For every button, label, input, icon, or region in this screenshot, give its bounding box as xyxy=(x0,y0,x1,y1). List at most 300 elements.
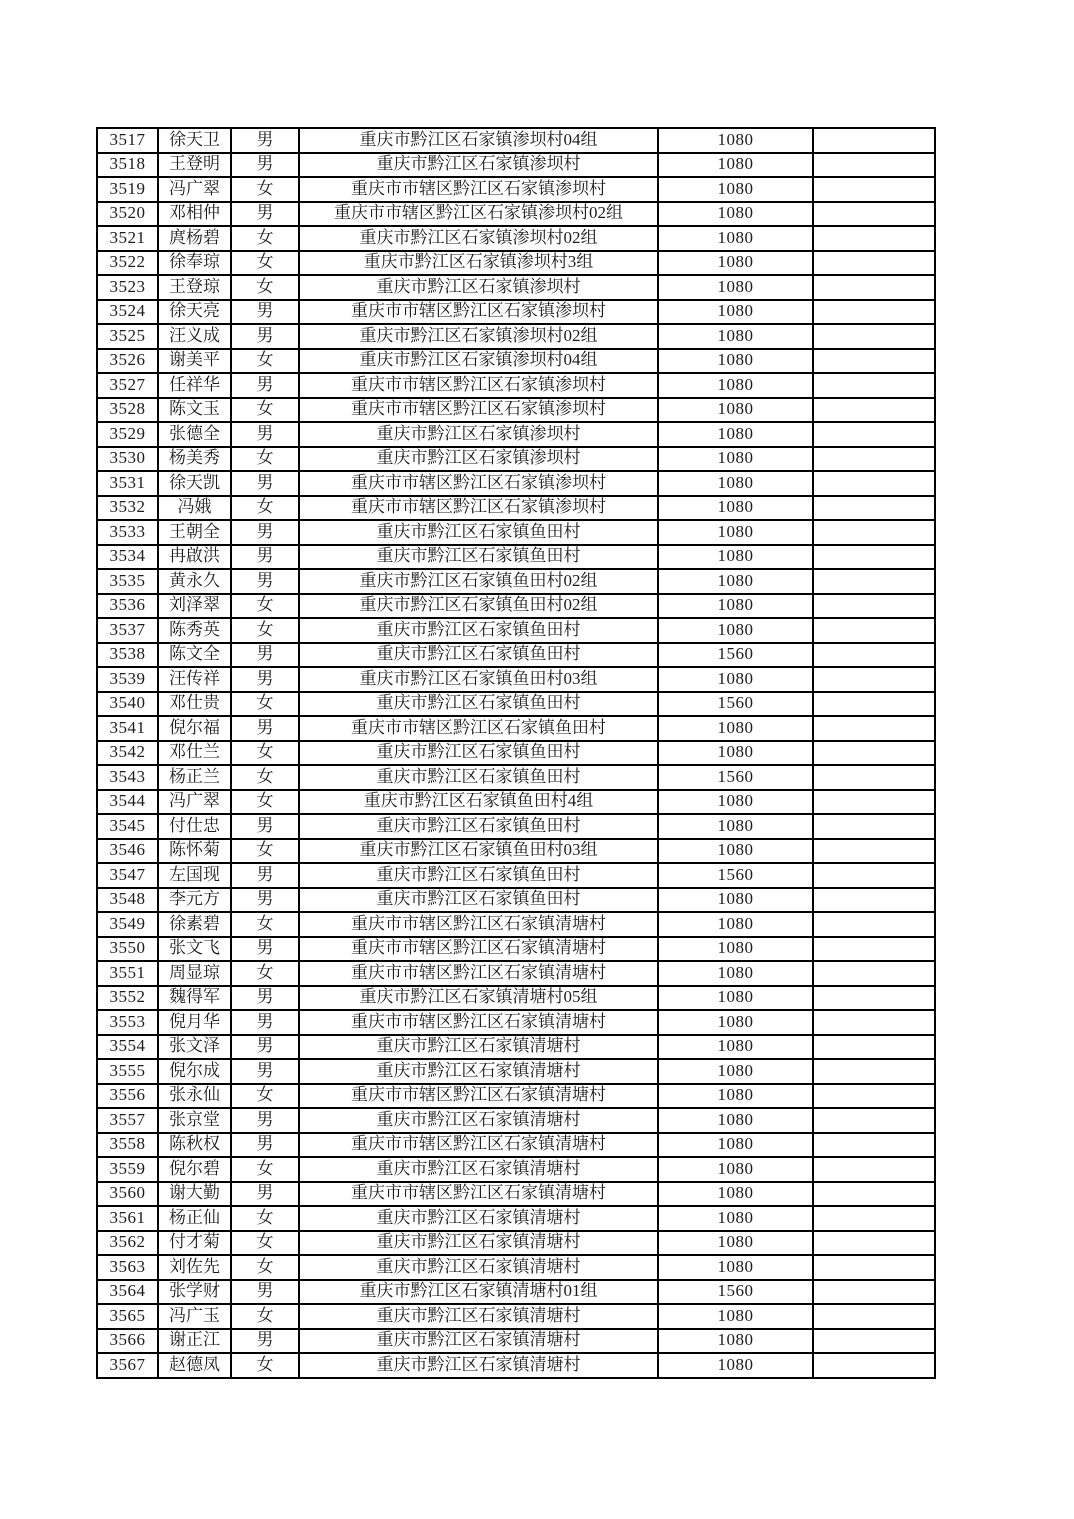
cell-amount: 1080 xyxy=(658,814,813,839)
cell-blank xyxy=(813,1231,935,1256)
cell-name: 王登明 xyxy=(158,153,231,178)
cell-serial-number: 3518 xyxy=(97,153,158,178)
cell-address: 重庆市黔江区石家镇清塘村 xyxy=(299,1304,658,1329)
cell-amount: 1080 xyxy=(658,790,813,815)
cell-blank xyxy=(813,349,935,374)
cell-gender: 女 xyxy=(231,594,299,619)
cell-address: 重庆市黔江区石家镇渗坝村02组 xyxy=(299,226,658,251)
cell-gender: 男 xyxy=(231,569,299,594)
table-row xyxy=(97,153,935,178)
cell-amount: 1080 xyxy=(658,839,813,864)
table-row xyxy=(97,692,935,717)
cell-address: 重庆市市辖区黔江区石家镇鱼田村 xyxy=(299,716,658,741)
cell-serial-number: 3527 xyxy=(97,373,158,398)
cell-amount: 1080 xyxy=(658,1010,813,1035)
table-row xyxy=(97,1133,935,1158)
cell-address: 重庆市市辖区黔江区石家镇清塘村 xyxy=(299,1084,658,1109)
cell-serial-number: 3543 xyxy=(97,765,158,790)
cell-gender: 女 xyxy=(231,275,299,300)
cell-gender: 男 xyxy=(231,545,299,570)
cell-name: 徐素碧 xyxy=(158,912,231,937)
cell-blank xyxy=(813,128,935,153)
cell-serial-number: 3526 xyxy=(97,349,158,374)
cell-address: 重庆市市辖区黔江区石家镇清塘村 xyxy=(299,937,658,962)
cell-blank xyxy=(813,1059,935,1084)
cell-amount: 1080 xyxy=(658,202,813,227)
cell-gender: 女 xyxy=(231,1304,299,1329)
table-row xyxy=(97,912,935,937)
cell-serial-number: 3525 xyxy=(97,324,158,349)
cell-amount: 1080 xyxy=(658,1353,813,1378)
cell-serial-number: 3553 xyxy=(97,1010,158,1035)
cell-blank xyxy=(813,692,935,717)
cell-serial-number: 3523 xyxy=(97,275,158,300)
table-row xyxy=(97,349,935,374)
cell-serial-number: 3556 xyxy=(97,1084,158,1109)
cell-amount: 1560 xyxy=(658,863,813,888)
cell-gender: 女 xyxy=(231,790,299,815)
cell-name: 汪义成 xyxy=(158,324,231,349)
cell-blank xyxy=(813,839,935,864)
cell-address: 重庆市黔江区石家镇渗坝村04组 xyxy=(299,349,658,374)
cell-gender: 男 xyxy=(231,1035,299,1060)
table-row xyxy=(97,1231,935,1256)
cell-serial-number: 3558 xyxy=(97,1133,158,1158)
cell-name: 倪尔福 xyxy=(158,716,231,741)
table-row xyxy=(97,373,935,398)
cell-blank xyxy=(813,1304,935,1329)
cell-address: 重庆市市辖区黔江区石家镇清塘村 xyxy=(299,912,658,937)
cell-blank xyxy=(813,520,935,545)
cell-serial-number: 3534 xyxy=(97,545,158,570)
cell-name: 徐天凯 xyxy=(158,471,231,496)
cell-name: 徐天亮 xyxy=(158,300,231,325)
cell-gender: 女 xyxy=(231,251,299,276)
table-row xyxy=(97,226,935,251)
cell-address: 重庆市黔江区石家镇渗坝村3组 xyxy=(299,251,658,276)
table-row xyxy=(97,839,935,864)
cell-name: 冯娥 xyxy=(158,496,231,521)
cell-amount: 1080 xyxy=(658,153,813,178)
cell-blank xyxy=(813,1280,935,1305)
cell-gender: 男 xyxy=(231,520,299,545)
cell-name: 王朝全 xyxy=(158,520,231,545)
cell-serial-number: 3550 xyxy=(97,937,158,962)
cell-address: 重庆市黔江区石家镇鱼田村 xyxy=(299,618,658,643)
cell-blank xyxy=(813,1353,935,1378)
cell-amount: 1080 xyxy=(658,1157,813,1182)
cell-amount: 1080 xyxy=(658,520,813,545)
cell-address: 重庆市黔江区石家镇清塘村 xyxy=(299,1353,658,1378)
cell-name: 冯广玉 xyxy=(158,1304,231,1329)
cell-name: 倪月华 xyxy=(158,1010,231,1035)
cell-name: 倪尔成 xyxy=(158,1059,231,1084)
cell-name: 王登琼 xyxy=(158,275,231,300)
cell-name: 邓相仲 xyxy=(158,202,231,227)
cell-amount: 1080 xyxy=(658,471,813,496)
cell-serial-number: 3546 xyxy=(97,839,158,864)
cell-serial-number: 3563 xyxy=(97,1255,158,1280)
cell-serial-number: 3561 xyxy=(97,1206,158,1231)
table-row xyxy=(97,1353,935,1378)
table-row xyxy=(97,888,935,913)
cell-name: 付仕忠 xyxy=(158,814,231,839)
cell-gender: 男 xyxy=(231,1010,299,1035)
cell-gender: 男 xyxy=(231,202,299,227)
cell-amount: 1080 xyxy=(658,398,813,423)
cell-amount: 1560 xyxy=(658,1280,813,1305)
cell-blank xyxy=(813,1182,935,1207)
cell-amount: 1080 xyxy=(658,1231,813,1256)
cell-name: 徐天卫 xyxy=(158,128,231,153)
cell-amount: 1080 xyxy=(658,373,813,398)
cell-gender: 女 xyxy=(231,1157,299,1182)
cell-serial-number: 3533 xyxy=(97,520,158,545)
cell-address: 重庆市市辖区黔江区石家镇清塘村 xyxy=(299,1182,658,1207)
cell-amount: 1080 xyxy=(658,888,813,913)
cell-gender: 男 xyxy=(231,1133,299,1158)
cell-blank xyxy=(813,790,935,815)
cell-name: 周显琼 xyxy=(158,961,231,986)
cell-name: 李元方 xyxy=(158,888,231,913)
cell-gender: 女 xyxy=(231,1084,299,1109)
cell-gender: 女 xyxy=(231,1255,299,1280)
cell-blank xyxy=(813,275,935,300)
cell-amount: 1080 xyxy=(658,349,813,374)
cell-amount: 1080 xyxy=(658,300,813,325)
cell-blank xyxy=(813,545,935,570)
cell-name: 张文飞 xyxy=(158,937,231,962)
cell-amount: 1080 xyxy=(658,251,813,276)
cell-address: 重庆市黔江区石家镇鱼田村 xyxy=(299,545,658,570)
cell-gender: 女 xyxy=(231,349,299,374)
table-row xyxy=(97,667,935,692)
cell-blank xyxy=(813,1084,935,1109)
cell-amount: 1080 xyxy=(658,1059,813,1084)
cell-gender: 女 xyxy=(231,1353,299,1378)
cell-amount: 1080 xyxy=(658,422,813,447)
cell-amount: 1080 xyxy=(658,912,813,937)
cell-blank xyxy=(813,888,935,913)
cell-name: 冉啟洪 xyxy=(158,545,231,570)
cell-amount: 1080 xyxy=(658,226,813,251)
cell-blank xyxy=(813,1010,935,1035)
cell-blank xyxy=(813,422,935,447)
cell-blank xyxy=(813,1133,935,1158)
cell-blank xyxy=(813,1329,935,1354)
table-row xyxy=(97,1059,935,1084)
cell-amount: 1080 xyxy=(658,1182,813,1207)
cell-name: 张学财 xyxy=(158,1280,231,1305)
cell-address: 重庆市黔江区石家镇鱼田村 xyxy=(299,765,658,790)
cell-address: 重庆市黔江区石家镇鱼田村 xyxy=(299,692,658,717)
cell-blank xyxy=(813,1255,935,1280)
cell-amount: 1080 xyxy=(658,324,813,349)
cell-amount: 1080 xyxy=(658,1084,813,1109)
cell-blank xyxy=(813,202,935,227)
cell-blank xyxy=(813,471,935,496)
table-row xyxy=(97,300,935,325)
cell-gender: 男 xyxy=(231,716,299,741)
table-row xyxy=(97,324,935,349)
cell-name: 陈文全 xyxy=(158,643,231,668)
cell-gender: 女 xyxy=(231,839,299,864)
cell-name: 张京堂 xyxy=(158,1108,231,1133)
cell-name: 赵德凤 xyxy=(158,1353,231,1378)
cell-name: 冯广翠 xyxy=(158,790,231,815)
cell-blank xyxy=(813,1206,935,1231)
cell-gender: 男 xyxy=(231,814,299,839)
cell-serial-number: 3536 xyxy=(97,594,158,619)
cell-serial-number: 3544 xyxy=(97,790,158,815)
cell-address: 重庆市黔江区石家镇清塘村 xyxy=(299,1157,658,1182)
cell-address: 重庆市黔江区石家镇鱼田村 xyxy=(299,741,658,766)
cell-gender: 女 xyxy=(231,961,299,986)
cell-blank xyxy=(813,569,935,594)
cell-serial-number: 3531 xyxy=(97,471,158,496)
cell-address: 重庆市黔江区石家镇清塘村05组 xyxy=(299,986,658,1011)
cell-blank xyxy=(813,447,935,472)
cell-gender: 女 xyxy=(231,741,299,766)
cell-amount: 1080 xyxy=(658,741,813,766)
cell-gender: 男 xyxy=(231,1329,299,1354)
cell-serial-number: 3551 xyxy=(97,961,158,986)
cell-serial-number: 3549 xyxy=(97,912,158,937)
cell-gender: 女 xyxy=(231,1206,299,1231)
cell-address: 重庆市黔江区石家镇鱼田村03组 xyxy=(299,667,658,692)
table-row xyxy=(97,447,935,472)
cell-address: 重庆市黔江区石家镇渗坝村 xyxy=(299,275,658,300)
table-row xyxy=(97,643,935,668)
table-row xyxy=(97,961,935,986)
table-row xyxy=(97,275,935,300)
cell-name: 左国现 xyxy=(158,863,231,888)
cell-name: 任祥华 xyxy=(158,373,231,398)
table-row xyxy=(97,986,935,1011)
cell-blank xyxy=(813,863,935,888)
cell-name: 刘佐先 xyxy=(158,1255,231,1280)
cell-address: 重庆市市辖区黔江区石家镇清塘村 xyxy=(299,1010,658,1035)
cell-blank xyxy=(813,912,935,937)
cell-serial-number: 3560 xyxy=(97,1182,158,1207)
table-row xyxy=(97,177,935,202)
cell-amount: 1080 xyxy=(658,1329,813,1354)
cell-address: 重庆市黔江区石家镇渗坝村 xyxy=(299,447,658,472)
table-row xyxy=(97,1084,935,1109)
cell-name: 杨美秀 xyxy=(158,447,231,472)
cell-name: 徐奉琼 xyxy=(158,251,231,276)
cell-blank xyxy=(813,937,935,962)
table-row xyxy=(97,765,935,790)
table-row xyxy=(97,202,935,227)
cell-serial-number: 3566 xyxy=(97,1329,158,1354)
cell-name: 魏得军 xyxy=(158,986,231,1011)
cell-serial-number: 3557 xyxy=(97,1108,158,1133)
cell-name: 杨正仙 xyxy=(158,1206,231,1231)
cell-amount: 1080 xyxy=(658,1108,813,1133)
table-row xyxy=(97,814,935,839)
cell-blank xyxy=(813,986,935,1011)
cell-amount: 1080 xyxy=(658,716,813,741)
cell-gender: 男 xyxy=(231,471,299,496)
cell-gender: 男 xyxy=(231,153,299,178)
cell-amount: 1080 xyxy=(658,667,813,692)
table-row xyxy=(97,496,935,521)
cell-amount: 1080 xyxy=(658,937,813,962)
cell-name: 邓仕贵 xyxy=(158,692,231,717)
table-row xyxy=(97,937,935,962)
cell-serial-number: 3540 xyxy=(97,692,158,717)
cell-address: 重庆市市辖区黔江区石家镇渗坝村02组 xyxy=(299,202,658,227)
cell-address: 重庆市市辖区黔江区石家镇渗坝村 xyxy=(299,471,658,496)
cell-gender: 男 xyxy=(231,667,299,692)
cell-name: 黄永久 xyxy=(158,569,231,594)
cell-serial-number: 3545 xyxy=(97,814,158,839)
cell-blank xyxy=(813,1035,935,1060)
cell-name: 邓仕兰 xyxy=(158,741,231,766)
cell-gender: 女 xyxy=(231,226,299,251)
cell-serial-number: 3567 xyxy=(97,1353,158,1378)
cell-address: 重庆市黔江区石家镇渗坝村 xyxy=(299,422,658,447)
cell-amount: 1080 xyxy=(658,1035,813,1060)
cell-gender: 男 xyxy=(231,324,299,349)
cell-amount: 1080 xyxy=(658,275,813,300)
cell-gender: 男 xyxy=(231,300,299,325)
table-row xyxy=(97,1108,935,1133)
cell-serial-number: 3552 xyxy=(97,986,158,1011)
table-row xyxy=(97,618,935,643)
table-row xyxy=(97,863,935,888)
cell-name: 陈秋权 xyxy=(158,1133,231,1158)
cell-address: 重庆市黔江区石家镇鱼田村4组 xyxy=(299,790,658,815)
cell-name: 陈秀英 xyxy=(158,618,231,643)
table-row xyxy=(97,1304,935,1329)
table-row xyxy=(97,422,935,447)
table-row xyxy=(97,251,935,276)
cell-amount: 1080 xyxy=(658,961,813,986)
cell-amount: 1080 xyxy=(658,1255,813,1280)
recipient-table xyxy=(96,127,936,1379)
cell-serial-number: 3548 xyxy=(97,888,158,913)
cell-gender: 男 xyxy=(231,1059,299,1084)
cell-name: 谢大勤 xyxy=(158,1182,231,1207)
cell-blank xyxy=(813,300,935,325)
cell-blank xyxy=(813,961,935,986)
cell-address: 重庆市黔江区石家镇渗坝村 xyxy=(299,153,658,178)
table-row xyxy=(97,716,935,741)
cell-address: 重庆市黔江区石家镇鱼田村02组 xyxy=(299,569,658,594)
cell-serial-number: 3529 xyxy=(97,422,158,447)
cell-amount: 1560 xyxy=(658,643,813,668)
table-row xyxy=(97,1035,935,1060)
cell-address: 重庆市黔江区石家镇渗坝村04组 xyxy=(299,128,658,153)
table-row xyxy=(97,1182,935,1207)
table-row xyxy=(97,1280,935,1305)
cell-name: 张永仙 xyxy=(158,1084,231,1109)
cell-blank xyxy=(813,496,935,521)
cell-gender: 女 xyxy=(231,692,299,717)
cell-serial-number: 3524 xyxy=(97,300,158,325)
cell-amount: 1080 xyxy=(658,496,813,521)
table-row xyxy=(97,1329,935,1354)
table-row xyxy=(97,398,935,423)
cell-blank xyxy=(813,1157,935,1182)
table-row xyxy=(97,545,935,570)
cell-address: 重庆市市辖区黔江区石家镇渗坝村 xyxy=(299,398,658,423)
cell-address: 重庆市市辖区黔江区石家镇清塘村 xyxy=(299,1133,658,1158)
cell-serial-number: 3564 xyxy=(97,1280,158,1305)
cell-gender: 女 xyxy=(231,496,299,521)
table-row xyxy=(97,471,935,496)
table-row xyxy=(97,1206,935,1231)
cell-gender: 男 xyxy=(231,986,299,1011)
cell-address: 重庆市黔江区石家镇清塘村 xyxy=(299,1059,658,1084)
table-row xyxy=(97,1010,935,1035)
cell-address: 重庆市黔江区石家镇清塘村 xyxy=(299,1035,658,1060)
cell-name: 张德全 xyxy=(158,422,231,447)
cell-address: 重庆市黔江区石家镇鱼田村02组 xyxy=(299,594,658,619)
cell-gender: 女 xyxy=(231,765,299,790)
cell-address: 重庆市黔江区石家镇鱼田村 xyxy=(299,863,658,888)
cell-gender: 男 xyxy=(231,373,299,398)
cell-amount: 1080 xyxy=(658,1133,813,1158)
cell-gender: 女 xyxy=(231,618,299,643)
cell-gender: 男 xyxy=(231,937,299,962)
cell-amount: 1080 xyxy=(658,618,813,643)
cell-amount: 1080 xyxy=(658,447,813,472)
cell-blank xyxy=(813,226,935,251)
cell-blank xyxy=(813,177,935,202)
cell-serial-number: 3528 xyxy=(97,398,158,423)
cell-blank xyxy=(813,643,935,668)
table-row xyxy=(97,520,935,545)
cell-gender: 男 xyxy=(231,888,299,913)
table-row xyxy=(97,790,935,815)
cell-address: 重庆市黔江区石家镇鱼田村 xyxy=(299,888,658,913)
cell-amount: 1080 xyxy=(658,545,813,570)
cell-blank xyxy=(813,716,935,741)
cell-gender: 女 xyxy=(231,1231,299,1256)
cell-address: 重庆市黔江区石家镇清塘村 xyxy=(299,1206,658,1231)
cell-blank xyxy=(813,153,935,178)
cell-amount: 1080 xyxy=(658,1304,813,1329)
cell-amount: 1080 xyxy=(658,177,813,202)
cell-blank xyxy=(813,814,935,839)
cell-gender: 女 xyxy=(231,398,299,423)
cell-serial-number: 3530 xyxy=(97,447,158,472)
cell-address: 重庆市市辖区黔江区石家镇渗坝村 xyxy=(299,177,658,202)
table-row xyxy=(97,1157,935,1182)
cell-blank xyxy=(813,398,935,423)
cell-gender: 男 xyxy=(231,422,299,447)
cell-address: 重庆市黔江区石家镇清塘村 xyxy=(299,1329,658,1354)
cell-amount: 1080 xyxy=(658,594,813,619)
table-row xyxy=(97,741,935,766)
cell-address: 重庆市黔江区石家镇鱼田村 xyxy=(299,814,658,839)
cell-amount: 1560 xyxy=(658,765,813,790)
cell-serial-number: 3535 xyxy=(97,569,158,594)
cell-amount: 1080 xyxy=(658,569,813,594)
cell-serial-number: 3555 xyxy=(97,1059,158,1084)
table-row xyxy=(97,1255,935,1280)
cell-blank xyxy=(813,1108,935,1133)
cell-gender: 女 xyxy=(231,912,299,937)
cell-blank xyxy=(813,667,935,692)
cell-blank xyxy=(813,373,935,398)
cell-name: 付才菊 xyxy=(158,1231,231,1256)
cell-address: 重庆市黔江区石家镇清塘村 xyxy=(299,1108,658,1133)
cell-blank xyxy=(813,251,935,276)
